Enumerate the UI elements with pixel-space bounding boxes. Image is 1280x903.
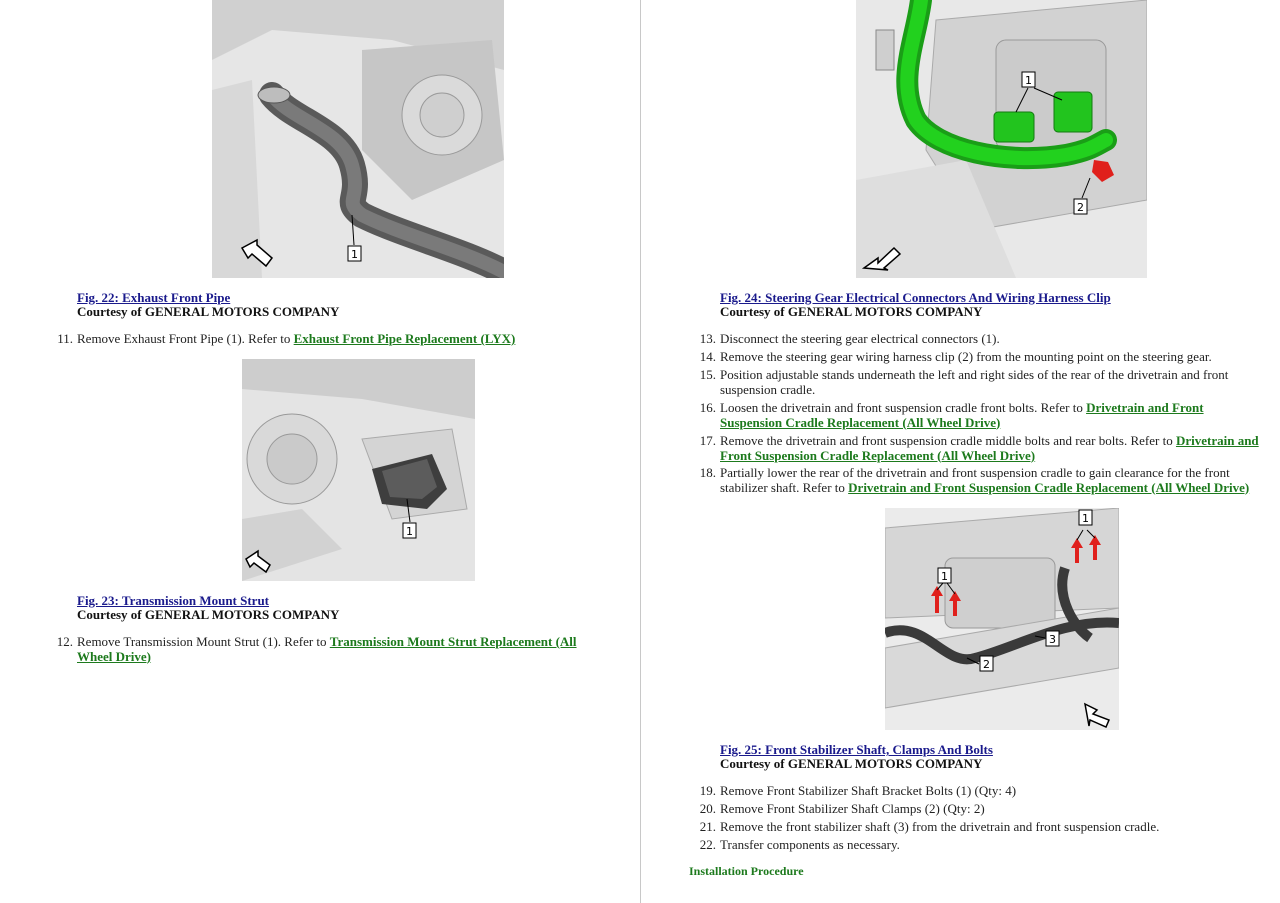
fig-23-courtesy: Courtesy of GENERAL MOTORS COMPANY — [77, 607, 340, 622]
svg-text:1: 1 — [941, 570, 948, 583]
transmission-mount-strut-illustration — [242, 359, 475, 581]
exhaust-front-pipe-illustration — [212, 0, 504, 278]
fig-24-courtesy: Courtesy of GENERAL MOTORS COMPANY — [720, 304, 983, 319]
step-number: 20. — [699, 801, 716, 816]
svg-text:2: 2 — [1077, 201, 1084, 214]
step-number: 16. — [699, 400, 716, 415]
exhaust-front-pipe-replacement-link[interactable]: Exhaust Front Pipe Replacement (LYX) — [293, 331, 516, 346]
fig-22-title-link[interactable]: Fig. 22: Exhaust Front Pipe — [77, 290, 231, 305]
step-text: Remove the front stabilizer shaft (3) from the drivetrain and front suspension cradle. — [720, 819, 1160, 834]
step-number: 17. — [699, 433, 716, 448]
step-text: Transfer components as necessary. — [720, 837, 900, 852]
step-text: Loosen the drivetrain and front suspension cradle front bolts. Refer to — [720, 400, 1087, 415]
step-number: 21. — [699, 819, 716, 834]
svg-text:2: 2 — [983, 658, 990, 671]
step-text: Remove the drivetrain and front suspension cradle middle bolts and rear bolts. Refer to — [720, 433, 1176, 448]
fig-24-title-link[interactable]: Fig. 24: Steering Gear Electrical Connectors And Wiring Harness Clip — [720, 290, 1111, 305]
svg-text:1: 1 — [406, 525, 413, 538]
fig-22-caption — [77, 291, 339, 319]
svg-text:1: 1 — [351, 248, 358, 261]
step-text: Position adjustable stands underneath the left and right sides of the rear of the drivetrain and front suspension cradle. — [720, 367, 1229, 397]
fig-24-caption — [720, 291, 1111, 319]
front-stabilizer-shaft-illustration — [885, 508, 1119, 730]
fig-25-caption — [720, 743, 993, 771]
step-text: Remove the steering gear wiring harness clip (2) from the mounting point on the steering gear. — [720, 349, 1212, 364]
transmission-mount-strut-replacement-link[interactable]: Transmission Mount Strut Replacement (All Wheel Drive) — [77, 634, 577, 664]
step-number: 19. — [699, 783, 716, 798]
step-number: 15. — [699, 367, 716, 382]
step-text: Remove Transmission Mount Strut (1). Refer to — [77, 634, 330, 649]
step-number: 12. — [56, 634, 73, 649]
step-number: 18. — [699, 465, 716, 480]
right-page — [641, 0, 1280, 903]
installation-procedure-heading[interactable]: Installation Procedure — [689, 864, 804, 878]
cradle-replacement-link[interactable]: Drivetrain and Front Suspension Cradle Replacement (All Wheel Drive) — [848, 479, 1250, 495]
step-number: 13. — [699, 331, 716, 346]
step-text: Remove Front Stabilizer Shaft Clamps (2) (Qty: 2) — [720, 801, 985, 816]
step-number: 11. — [57, 331, 73, 346]
step-number: 14. — [699, 349, 716, 364]
step-text: Remove Front Stabilizer Shaft Bracket Bolts (1) (Qty: 4) — [720, 783, 1017, 798]
svg-text:1: 1 — [1025, 74, 1032, 87]
fig-25-title-link[interactable]: Fig. 25: Front Stabilizer Shaft, Clamps And Bolts — [720, 742, 993, 757]
svg-text:3: 3 — [1049, 633, 1056, 646]
fig-23-title-link[interactable]: Fig. 23: Transmission Mount Strut — [77, 593, 270, 608]
fig-22-courtesy: Courtesy of GENERAL MOTORS COMPANY — [77, 304, 340, 319]
step-number: 22. — [699, 837, 716, 852]
svg-text:1: 1 — [1082, 512, 1089, 525]
cradle-replacement-link[interactable]: Drivetrain and Front Suspension Cradle Replacement (All Wheel Drive) — [720, 400, 1204, 430]
steering-gear-connectors-illustration — [856, 0, 1147, 278]
step-text: Partially lower the rear of the drivetrain and front suspension cradle to gain clearance for the front stabilizer shaft. Refer to — [720, 465, 1230, 495]
cradle-replacement-link[interactable]: Drivetrain and Front Suspension Cradle Replacement (All Wheel Drive) — [720, 433, 1259, 463]
fig-23-caption — [77, 594, 339, 622]
fig-25-courtesy: Courtesy of GENERAL MOTORS COMPANY — [720, 756, 983, 771]
step-text: Remove Exhaust Front Pipe (1). Refer to — [77, 331, 294, 346]
step-text: Disconnect the steering gear electrical connectors (1). — [720, 331, 1000, 346]
